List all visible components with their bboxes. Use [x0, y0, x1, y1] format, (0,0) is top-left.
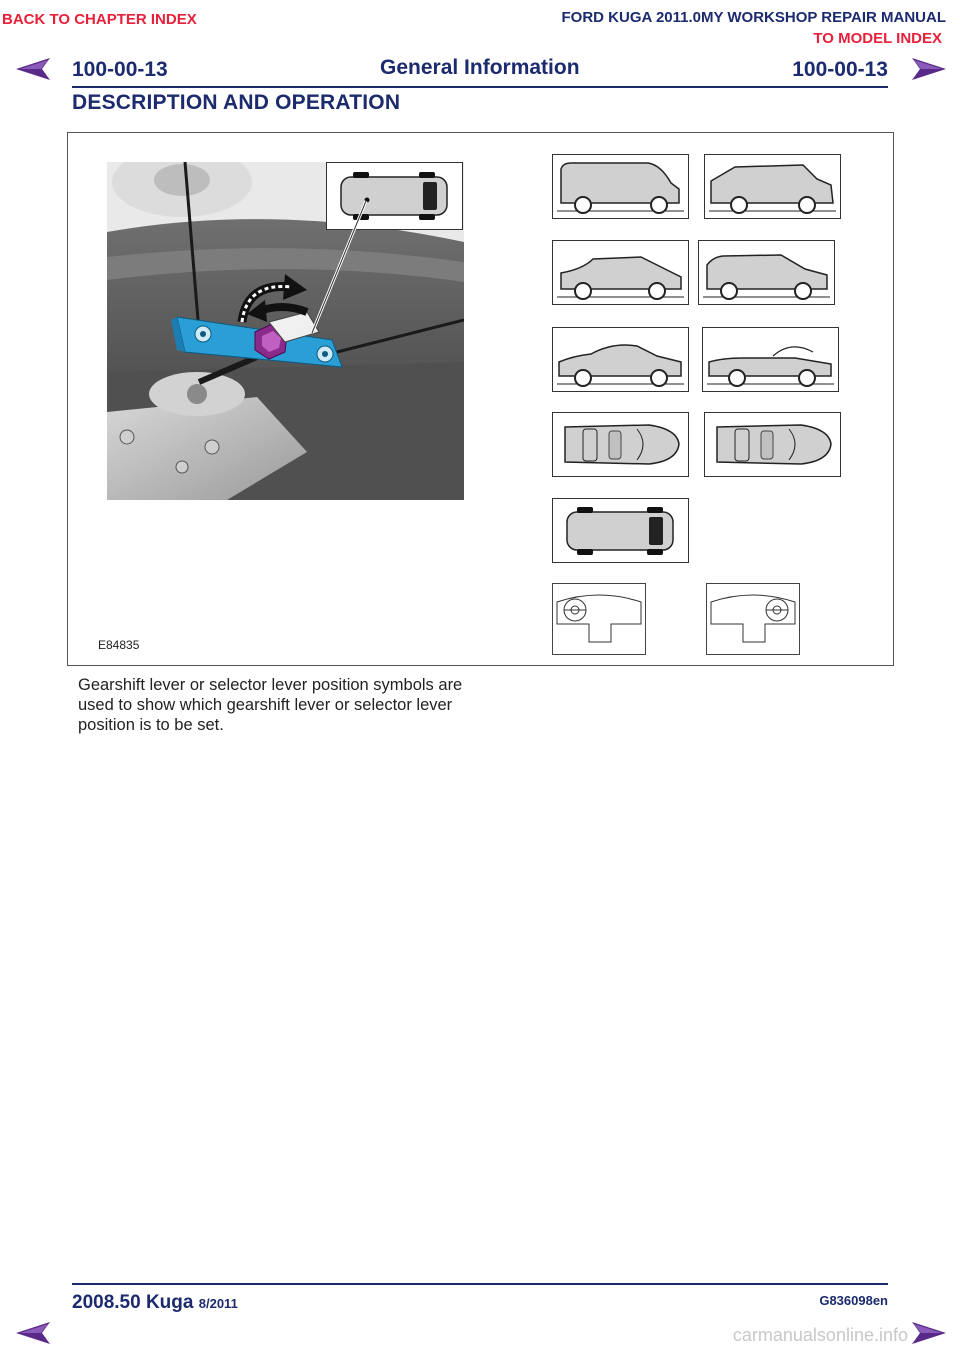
convertible-side-view-icon: [702, 327, 839, 392]
top-view-lhd-icon: [552, 412, 689, 477]
van-side-view-icon: [552, 154, 689, 219]
figure-frame: [67, 132, 894, 666]
top-view-rhd-icon: [704, 412, 841, 477]
estate-side-view-icon: [698, 240, 835, 305]
manual-title: FORD KUGA 2011.0MY WORKSHOP REPAIR MANUAL: [561, 9, 946, 26]
page-number-left: 100-00-13: [72, 58, 168, 81]
dashboard-rhd-icon: [706, 583, 800, 655]
section-title: General Information: [380, 56, 580, 79]
prev-page-button-bottom[interactable]: [14, 1320, 52, 1351]
hatchback-side-view-icon: [552, 240, 689, 305]
next-page-button-bottom[interactable]: [910, 1320, 948, 1351]
header-rule: [72, 86, 888, 88]
footer-model: [72, 1292, 238, 1314]
next-arrow-icon: [910, 1320, 948, 1346]
page-number-right: 100-00-13: [792, 58, 888, 81]
prev-arrow-icon: [14, 56, 52, 82]
top-view-jacking-point-icon: [552, 498, 689, 563]
suv-side-view-icon: [704, 154, 841, 219]
leader-line: [308, 193, 378, 343]
footer-doc-code: G836098en: [819, 1293, 888, 1308]
next-arrow-icon: [910, 56, 948, 82]
coupe-side-view-icon: [552, 327, 689, 392]
footer-model-name: 2008.50 Kuga: [72, 1292, 194, 1313]
section-heading: DESCRIPTION AND OPERATION: [72, 91, 401, 114]
prev-arrow-icon: [14, 1320, 52, 1346]
body-paragraph: Gearshift lever or selector lever position symbols are used to show which gearshift lever or selector lever position is to be set.: [78, 676, 463, 734]
watermark: carmanualsonline.info: [732, 1325, 908, 1345]
footer-rule: [72, 1283, 888, 1285]
figure-code: E84835: [98, 638, 140, 652]
back-to-chapter-index-link[interactable]: BACK TO CHAPTER INDEX: [2, 11, 197, 28]
footer-date: 8/2011: [198, 1296, 238, 1311]
next-page-button[interactable]: [910, 56, 948, 87]
prev-page-button[interactable]: [14, 56, 52, 87]
dashboard-lhd-icon: [552, 583, 646, 655]
to-model-index-link[interactable]: TO MODEL INDEX: [813, 30, 942, 47]
